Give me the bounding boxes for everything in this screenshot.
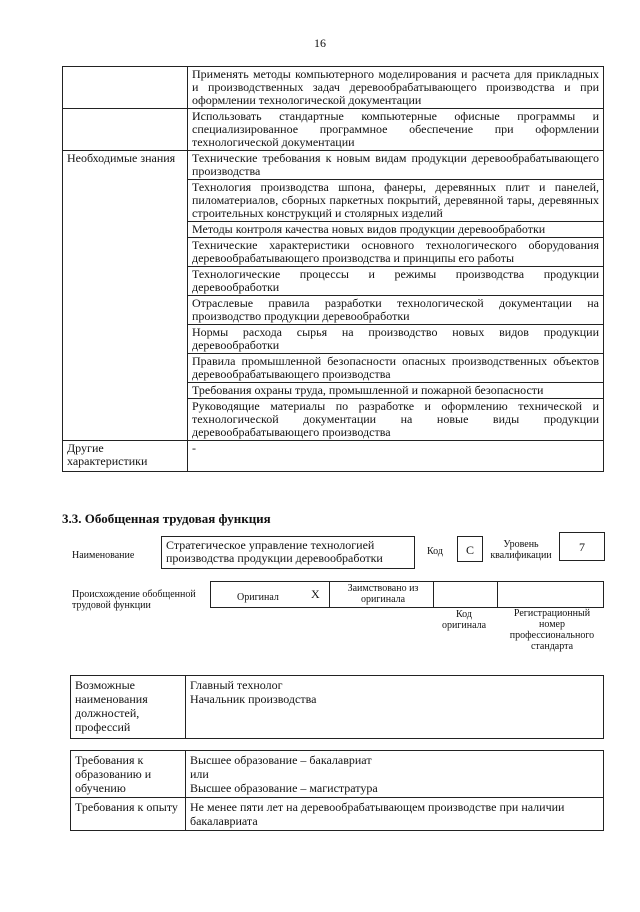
origin-row (210, 581, 604, 608)
name-label: Наименование (72, 550, 135, 561)
table-row (71, 798, 604, 831)
cell-divider (329, 582, 330, 607)
table-row (71, 676, 604, 739)
table-row (71, 751, 604, 798)
empty-label-cell (63, 109, 188, 151)
knowledge-label: Необходимые знания (63, 151, 188, 441)
education-item: Высшее образование – бакалавриат (190, 753, 372, 767)
code-original-label: Код оригинала (441, 609, 487, 631)
code-label: Код (427, 546, 443, 557)
experience-label: Требования к опыту (71, 798, 186, 831)
table-row (63, 67, 604, 109)
knowledge-item: Отраслевые правила разработки технологической документации на производство продукции деревообработки (188, 296, 604, 325)
origin-label: Происхождение обобщенной трудовой функции (72, 589, 196, 611)
positions-table (70, 675, 604, 739)
positions-values (186, 676, 604, 739)
knowledge-table (62, 66, 604, 472)
knowledge-item: Методы контроля качества новых видов продукции деревообработки (188, 222, 604, 238)
position-item: Главный технолог (190, 678, 283, 692)
knowledge-item: Правила промышленной безопасности опасных производственных объектов деревообрабатывающего производства (188, 354, 604, 383)
level-value-box: 7 (559, 532, 605, 561)
section-heading: 3.3. Обобщенная трудовая функция (62, 511, 271, 526)
education-values (186, 751, 604, 798)
positions-label: Возможные наименования должностей, профессий (71, 676, 186, 739)
reg-number-label: Регистрационный номер профессионального стандарта (509, 608, 595, 652)
empty-label-cell (63, 67, 188, 109)
knowledge-item: Технические требования к новым видам продукции деревообрабатывающего производства (188, 151, 604, 180)
cell-divider (433, 582, 434, 607)
requirements-table (70, 750, 604, 831)
original-label: Оригинал (237, 592, 279, 603)
cell-divider (497, 582, 498, 607)
knowledge-item: Технические характеристики основного технологического оборудования деревообрабатывающего производства и принципы его работы (188, 238, 604, 267)
position-item: Начальник производства (190, 692, 317, 706)
knowledge-item: Технология производства шпона, фанеры, деревянных плит и панелей, пиломатериалов, сборных паркетных покрытий, деревянной тары, деревянных строительных конструкций и столярных изделий (188, 180, 604, 222)
skill-item: Использовать стандартные компьютерные офисные программы и специализированное программное обеспечение при оформлении технологической документации (188, 109, 604, 151)
knowledge-item: Технологические процессы и режимы производства продукции деревообработки (188, 267, 604, 296)
borrowed-label: Заимствовано из оригинала (347, 583, 419, 605)
table-row (63, 151, 604, 180)
level-label: Уровень квалификации (490, 539, 552, 561)
knowledge-item: Руководящие материалы по разработке и оформлению технической и технологической документации на новые виды продукции деревообрабатывающего производства (188, 399, 604, 441)
experience-value: Не менее пяти лет на деревообрабатывающем производстве при наличии бакалавриата (186, 798, 604, 831)
table-row (63, 441, 604, 472)
page-number: 16 (314, 36, 326, 50)
skill-item: Применять методы компьютерного моделирования и расчета для прикладных и производственных задач деревообрабатывающего производства и при оформлении технологической документации (188, 67, 604, 109)
table-row (63, 109, 604, 151)
code-value-box: С (457, 536, 483, 562)
knowledge-item: Нормы расхода сырья на производство новых видов продукции деревообработки (188, 325, 604, 354)
other-label: Другие характеристики (63, 441, 188, 472)
education-item: или (190, 767, 209, 781)
knowledge-item: Требования охраны труда, промышленной и пожарной безопасности (188, 383, 604, 399)
education-item: Высшее образование – магистратура (190, 781, 378, 795)
other-value: - (188, 441, 604, 472)
education-label: Требования к образованию и обучению (71, 751, 186, 798)
function-name-box: Стратегическое управление технологией производства продукции деревообработки (161, 536, 415, 569)
original-mark: X (311, 587, 320, 601)
